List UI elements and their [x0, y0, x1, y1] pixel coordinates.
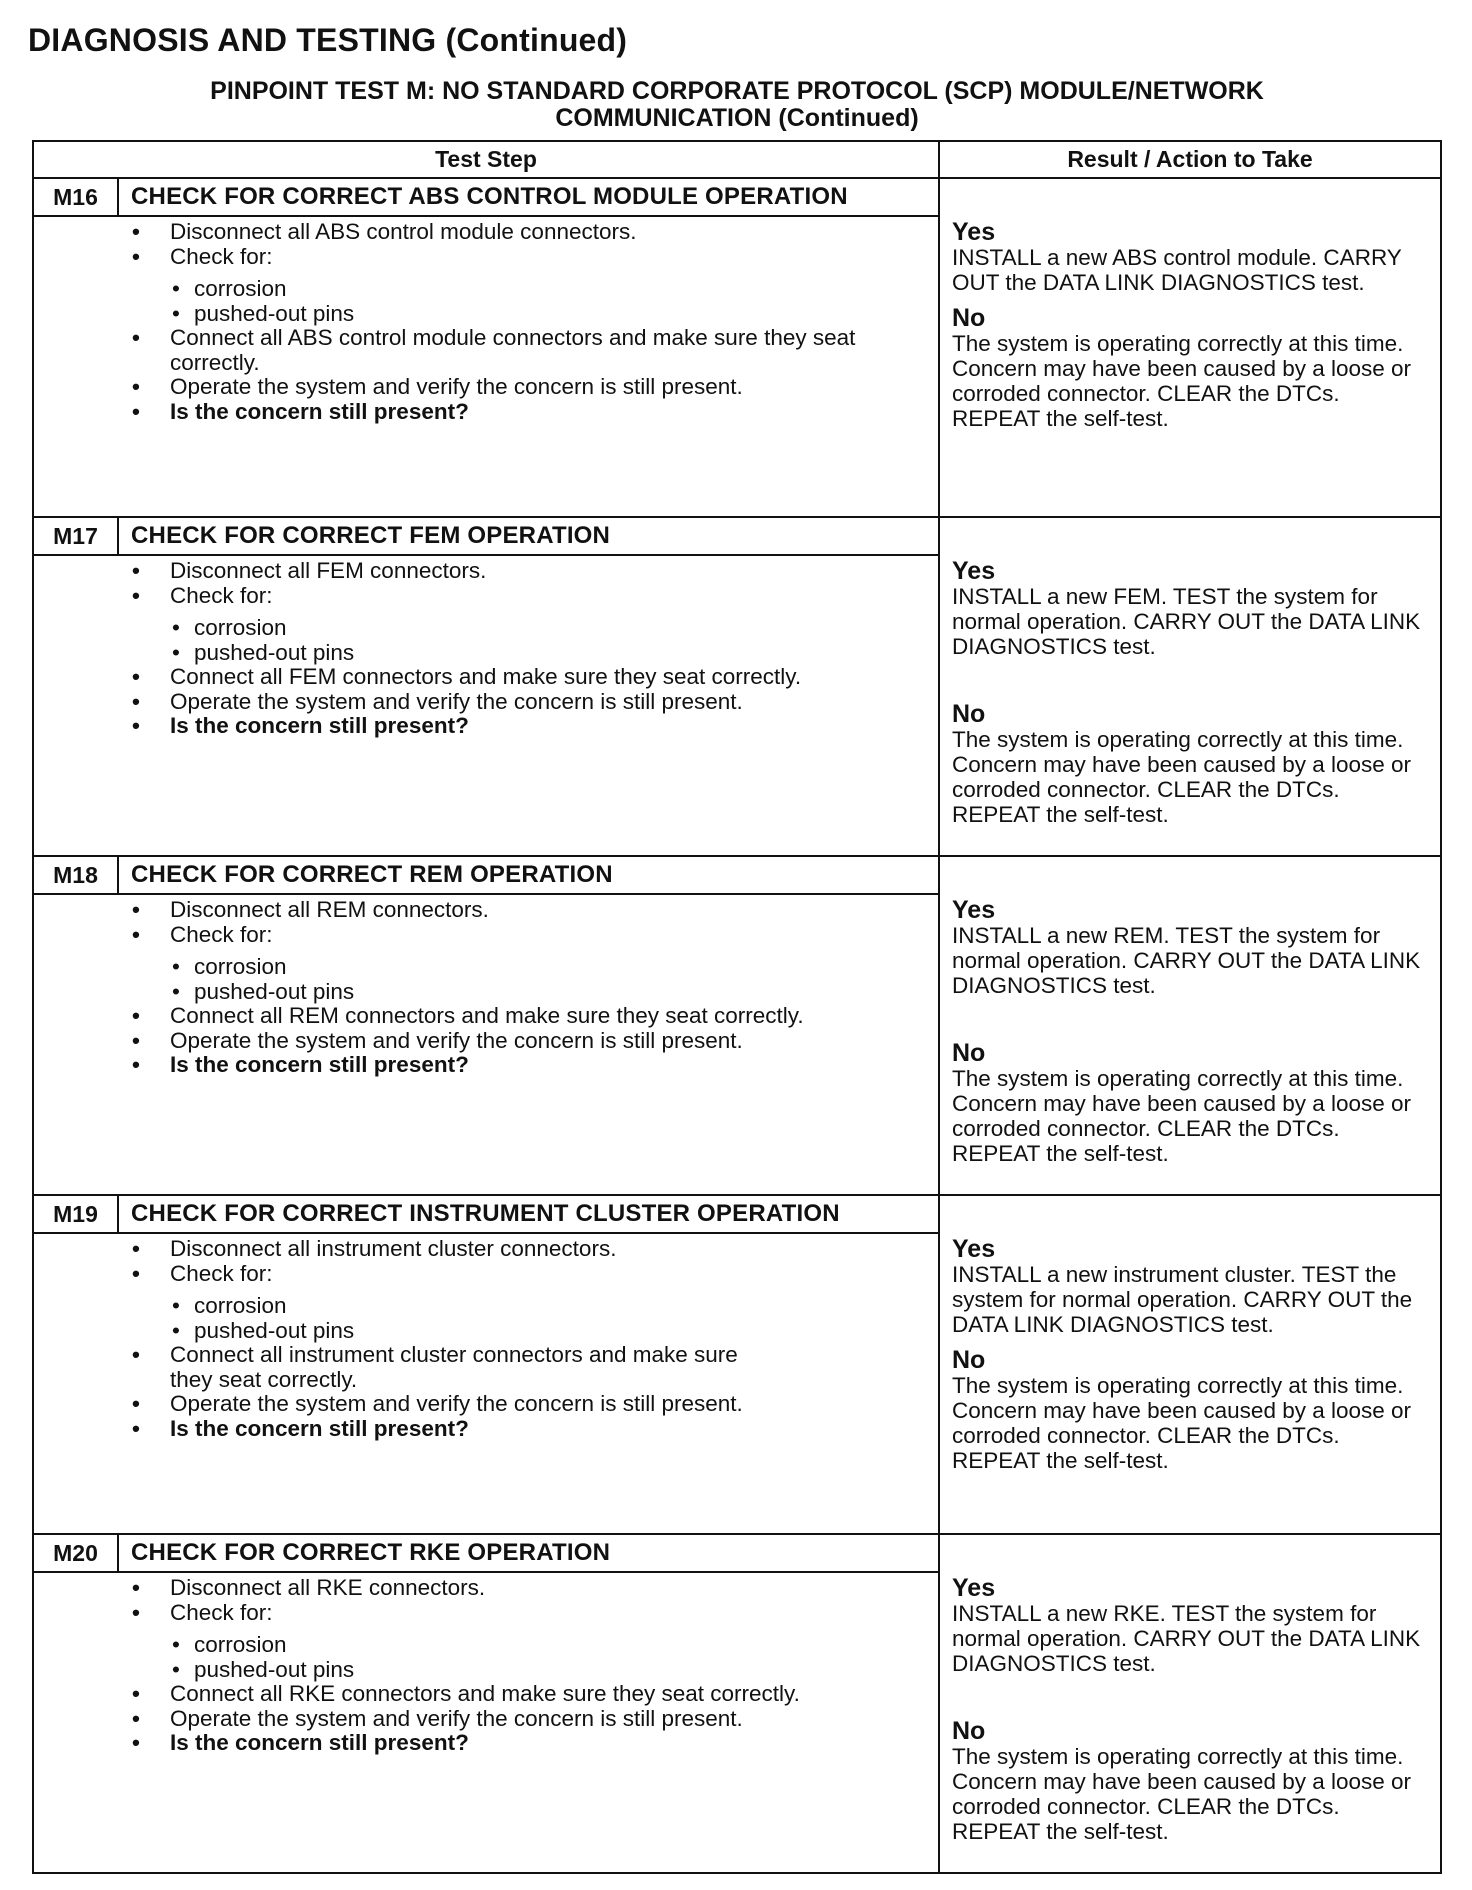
yes-action: INSTALL a new instrument cluster. TEST the system for normal operation. CARRY OUT the DATA LINK DIAGNOSTICS test.: [952, 1262, 1413, 1337]
step-id: M17: [34, 518, 119, 554]
test-step-row: [34, 179, 1440, 518]
step-header: [34, 1535, 938, 1573]
step-instructions: [34, 217, 938, 424]
step-bullet: • Disconnect all REM connectors.: [132, 898, 928, 923]
no-label: No: [952, 304, 986, 332]
step-title: CHECK FOR CORRECT ABS CONTROL MODULE OPERATION: [131, 183, 848, 210]
check-item: • corrosion: [172, 277, 928, 302]
result-cell: [940, 518, 1440, 855]
yes-label: Yes: [952, 896, 996, 924]
table-header-row: [34, 142, 1440, 179]
no-label: No: [952, 700, 986, 728]
check-item: • corrosion: [172, 1633, 928, 1658]
step-id: M18: [34, 857, 119, 893]
test-step-cell: [34, 179, 940, 516]
test-step-row: [34, 1196, 1440, 1535]
step-header: [34, 179, 938, 217]
step-question: • Is the concern still present?: [132, 400, 928, 425]
result-action-header: Result / Action to Take: [1067, 146, 1313, 172]
test-step-cell: [34, 1196, 940, 1533]
step-id: M16: [34, 179, 119, 215]
check-list: [132, 1294, 928, 1343]
test-title-line-2: COMMUNICATION (Continued): [555, 104, 919, 132]
pinpoint-test-title: [30, 78, 1444, 132]
step-bullet: • Connect all instrument cluster connectors and make sure they seat correctly.: [132, 1343, 928, 1392]
no-label: No: [952, 1717, 986, 1745]
step-bullet: • Disconnect all FEM connectors.: [132, 559, 928, 584]
no-label: No: [952, 1346, 986, 1374]
step-bullet: • Connect all ABS control module connectors and make sure they seat correctly.: [132, 326, 928, 375]
step-bullet: • Operate the system and verify the concern is still present.: [132, 1029, 928, 1054]
step-bullet: • Check for:: [132, 584, 928, 609]
check-item: • corrosion: [172, 955, 928, 980]
step-title: CHECK FOR CORRECT RKE OPERATION: [131, 1539, 611, 1566]
step-bullet: • Connect all FEM connectors and make sure they seat correctly.: [132, 665, 928, 690]
check-list: [132, 277, 928, 326]
check-item: • pushed-out pins: [172, 980, 928, 1005]
yes-action: INSTALL a new RKE. TEST the system for normal operation. CARRY OUT the DATA LINK DIAGNOSTICS test.: [952, 1601, 1421, 1676]
yes-action: INSTALL a new REM. TEST the system for normal operation. CARRY OUT the DATA LINK DIAGNOSTICS test.: [952, 923, 1421, 998]
check-item: • pushed-out pins: [172, 1319, 928, 1344]
yes-label: Yes: [952, 1574, 996, 1602]
check-list: [132, 955, 928, 1004]
step-question: • Is the concern still present?: [132, 1053, 928, 1078]
test-step-cell: [34, 857, 940, 1194]
step-bullet: • Connect all RKE connectors and make sure they seat correctly.: [132, 1682, 928, 1707]
no-label: No: [952, 1039, 986, 1067]
yes-action: INSTALL a new FEM. TEST the system for normal operation. CARRY OUT the DATA LINK DIAGNOSTICS test.: [952, 584, 1421, 659]
pinpoint-test-table: [32, 140, 1442, 1874]
step-question: • Is the concern still present?: [132, 1417, 928, 1442]
test-step-row: [34, 857, 1440, 1196]
step-instructions: [34, 895, 938, 1078]
step-bullet: • Disconnect all instrument cluster connectors.: [132, 1237, 928, 1262]
step-bullet: • Connect all REM connectors and make sure they seat correctly.: [132, 1004, 928, 1029]
no-action: The system is operating correctly at this time. Concern may have been caused by a loose or corroded connector. CLEAR the DTCs. REPEAT the self-test.: [952, 1066, 1412, 1166]
step-bullet: • Operate the system and verify the concern is still present.: [132, 690, 928, 715]
step-bullet: • Operate the system and verify the concern is still present.: [132, 375, 928, 400]
step-title: CHECK FOR CORRECT INSTRUMENT CLUSTER OPERATION: [131, 1200, 840, 1227]
no-action: The system is operating correctly at this time. Concern may have been caused by a loose or corroded connector. CLEAR the DTCs. REPEAT the self-test.: [952, 1373, 1412, 1473]
test-step-header: Test Step: [34, 142, 940, 177]
result-cell: [940, 179, 1440, 516]
yes-action: INSTALL a new ABS control module. CARRY OUT the DATA LINK DIAGNOSTICS test.: [952, 245, 1402, 295]
check-list: [132, 616, 928, 665]
step-header: [34, 1196, 938, 1234]
step-bullet: • Operate the system and verify the concern is still present.: [132, 1707, 928, 1732]
step-instructions: [34, 1573, 938, 1756]
check-item: • pushed-out pins: [172, 1658, 928, 1683]
step-bullet: • Check for:: [132, 245, 928, 270]
yes-label: Yes: [952, 557, 996, 585]
step-id: M19: [34, 1196, 119, 1232]
yes-label: Yes: [952, 1235, 996, 1263]
step-bullet: • Disconnect all RKE connectors.: [132, 1576, 928, 1601]
result-cell: [940, 857, 1440, 1194]
no-action: The system is operating correctly at this time. Concern may have been caused by a loose or corroded connector. CLEAR the DTCs. REPEAT the self-test.: [952, 331, 1412, 431]
step-header: [34, 857, 938, 895]
page-title: DIAGNOSIS AND TESTING (Continued): [28, 22, 628, 58]
step-bullet: • Check for:: [132, 1601, 928, 1626]
no-action: The system is operating correctly at this time. Concern may have been caused by a loose or corroded connector. CLEAR the DTCs. REPEAT the self-test.: [952, 1744, 1412, 1844]
test-step-cell: [34, 1535, 940, 1874]
check-item: • pushed-out pins: [172, 641, 928, 666]
step-instructions: [34, 556, 938, 739]
check-item: • corrosion: [172, 1294, 928, 1319]
step-question: • Is the concern still present?: [132, 1731, 928, 1756]
result-cell: [940, 1196, 1440, 1533]
result-cell: [940, 1535, 1440, 1874]
step-bullet: • Operate the system and verify the concern is still present.: [132, 1392, 928, 1417]
test-title-line-1: PINPOINT TEST M: NO STANDARD CORPORATE PROTOCOL (SCP) MODULE/NETWORK: [210, 77, 1264, 105]
step-bullet: • Check for:: [132, 923, 928, 948]
step-id: M20: [34, 1535, 119, 1571]
no-action: The system is operating correctly at this time. Concern may have been caused by a loose or corroded connector. CLEAR the DTCs. REPEAT the self-test.: [952, 727, 1412, 827]
yes-label: Yes: [952, 218, 996, 246]
step-title: CHECK FOR CORRECT FEM OPERATION: [131, 522, 611, 549]
check-item: • corrosion: [172, 616, 928, 641]
step-header: [34, 518, 938, 556]
step-instructions: [34, 1234, 938, 1441]
check-item: • pushed-out pins: [172, 302, 928, 327]
step-question: • Is the concern still present?: [132, 714, 928, 739]
step-bullet: • Disconnect all ABS control module connectors.: [132, 220, 928, 245]
check-list: [132, 1633, 928, 1682]
test-step-row: [34, 518, 1440, 857]
step-bullet: • Check for:: [132, 1262, 928, 1287]
test-step-row: [34, 1535, 1440, 1874]
step-title: CHECK FOR CORRECT REM OPERATION: [131, 861, 613, 888]
test-step-cell: [34, 518, 940, 855]
